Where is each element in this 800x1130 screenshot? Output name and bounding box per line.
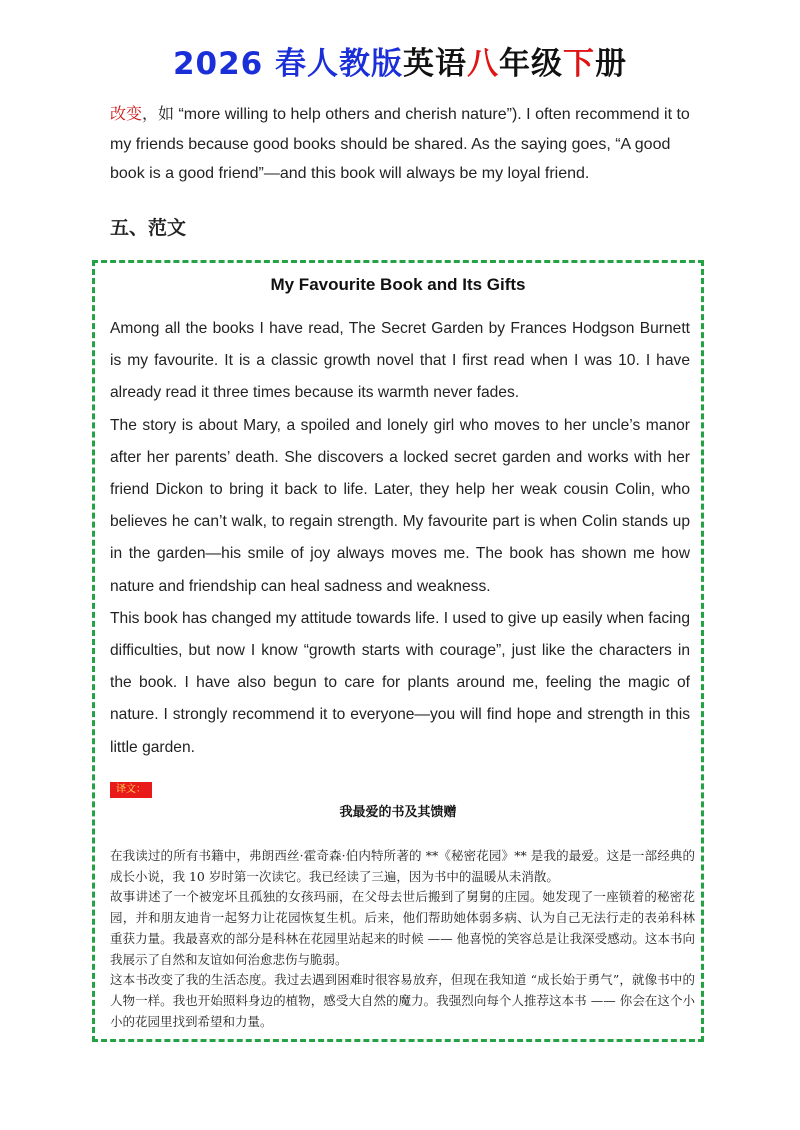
header-subject: 英语 [403, 46, 468, 82]
intro-red-text: 改变 [110, 106, 143, 123]
header-grade: 年级 [499, 46, 564, 82]
intro-paragraph [110, 100, 695, 189]
essay-body [110, 313, 690, 764]
header-book: 册 [595, 46, 628, 82]
header-edition: 春人教版 [275, 46, 404, 82]
section-title: 五、范文 [110, 217, 187, 239]
translation-paragraph: 在我读过的所有书籍中，弗朗西丝·霍奇森·伯内特所著的 **《秘密花园》** 是我的最爱。这是一部经典的成长小说，我 10 岁时第一次读它。我已经读了三遍，因为书中的温暖从未消散。 [110, 848, 695, 884]
translation-body [110, 846, 695, 1032]
translation-tag: 译文： [110, 782, 152, 798]
essay-title: My Favourite Book and Its Gifts [270, 275, 526, 294]
translation-title: 我最爱的书及其馈赠 [339, 805, 457, 820]
essay-paragraph: This book has changed my attitude towards life. I used to give up easily when facing difficulties, but now I know “growth starts with courage”, just like the characters in the book. I have also begun to care for plants around me, feeling the magic of nature. I strongly recommend it to everyone—you will find hope and strength in this little garden. [110, 609, 690, 756]
header-volume: 下 [563, 46, 596, 82]
translation-paragraph: 这本书改变了我的生活态度。我过去遇到困难时很容易放弃，但现在我知道 “成长始于勇气”，就像书中的人物一样。我也开始照料身边的植物，感受大自然的魔力。我强烈向每个人推荐这本书 —— 你会在这个小小的花园里找到希望和力量。 [110, 972, 695, 1029]
header-year: 2026 [172, 46, 264, 82]
translation-paragraph: 故事讲述了一个被宠坏且孤独的女孩玛丽，在父母去世后搬到了舅舅的庄园。她发现了一座锁着的秘密花园，并和朋友迪肯一起努力让花园恢复生机。后来，他们帮助她体弱多病、认为自己无法行走的表弟科林重获力量。我最喜欢的部分是科林在花园里站起来的时候 —— 他喜悦的笑容总是让我深受感动。这本书向我展示了自然和友谊如何治愈悲伤与脆弱。 [110, 889, 695, 967]
page-header [0, 42, 800, 86]
essay-paragraph: The story is about Mary, a spoiled and lonely girl who moves to her uncle’s manor after her parents’ death. She discovers a locked secret garden and works with her friend Dickon to bring it back to life. Later, they help her weak cousin Colin, who believes he can’t walk, to regain strength. My favourite part is when Colin stands up in the garden—his smile of joy always moves me. The book has shown me how nature and friendship can heal sadness and weakness. [110, 416, 690, 595]
intro-text: ，如 “more willing to help others and cherish nature”). I often recommend it to my friends because good books should be shared. As the saying goes, “A good book is a good friend”—and this book will always be my loyal friend. [110, 106, 690, 182]
header-grade-number: 八 [467, 46, 500, 82]
essay-paragraph: Among all the books I have read, The Secret Garden by Frances Hodgson Burnett is my favourite. It is a classic growth novel that I first read when I was 10. I have already read it three times because its warmth never fades. [110, 320, 690, 402]
